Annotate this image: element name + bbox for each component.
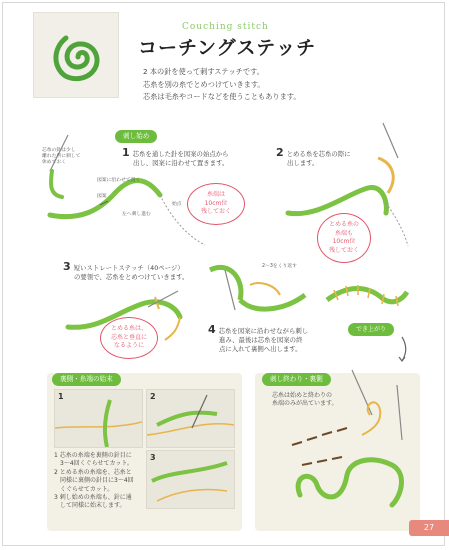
end-line: 芯糸は始めと終わりの (272, 392, 333, 399)
note-start-point: 始点 (172, 202, 182, 207)
section-label-start: 刺し始め (115, 130, 157, 143)
step-text: 出し、図案に沿わせて置きます。 (133, 159, 229, 168)
finished-label: でき上がり (348, 323, 394, 336)
note-line: 離れた所に刺して (42, 154, 81, 160)
photo-3 (146, 450, 235, 509)
step-text: 点に入れて裏側へ出します。 (219, 345, 302, 354)
note-tail (42, 148, 80, 167)
note-repeat: 2〜3をくり返す (262, 264, 297, 269)
step-4 (208, 325, 343, 355)
step-text: とめる糸を芯糸の際に (286, 150, 351, 158)
bubble-line: 残しておく (200, 208, 231, 216)
end-back-diagram (262, 365, 417, 530)
photo-2 (146, 389, 235, 448)
intro-line: 芯糸は毛糸やコードなどを使うこともあります。 (143, 92, 301, 101)
bubble-line: なるように (113, 342, 144, 350)
bubble-perpendicular (100, 317, 158, 359)
step-text: 芯糸を図案に沿わせながら刺し (218, 327, 309, 335)
step-number: 4 (208, 323, 216, 336)
note-line: 休めておく (42, 160, 66, 166)
instruction-line: 3 刺し始めの糸端も、針に通 (54, 494, 132, 502)
instruction-line: くぐらせてカット。 (60, 485, 114, 493)
section-label-end: 刺し終わり・裏側 (262, 373, 331, 386)
section-label-back: 裏側・糸端の始末 (52, 373, 121, 386)
bubble-line: 10cm位 (332, 238, 356, 245)
bubble-line: 糸端も (334, 229, 353, 237)
bubble-tie-tail (317, 213, 371, 263)
photo-1-image (55, 390, 142, 447)
photo-2-image (147, 390, 234, 447)
step-text: 進み、最後は芯糸を図案の終 (219, 336, 303, 345)
intro-line: 芯糸を別の糸でとめつけていきます。 (143, 79, 265, 89)
step-text: 芯糸を通した針を図案の始点から (132, 150, 229, 158)
bubble-line: とめる糸は、 (110, 325, 147, 333)
bubble-line: 糸端は (206, 191, 225, 199)
page-number: 27 (409, 520, 449, 536)
back-start-instructions (54, 452, 146, 511)
step-number: 2 (276, 146, 284, 159)
instruction-line: 2 とめる糸の糸端を、芯糸と (54, 468, 132, 476)
note-back: 左へ刺し進む (122, 212, 151, 217)
photo-1 (54, 389, 143, 448)
hero-stitch-sample (33, 12, 119, 98)
bubble-line: 芯糸と垂直に (110, 333, 147, 341)
step-number: 1 (122, 146, 130, 159)
step-number: 3 (63, 260, 71, 273)
photo-number: 1 (58, 392, 64, 401)
instruction-line: 1 芯糸の糸端を裏側の針目に (54, 452, 132, 459)
instruction-line: 同様に裏側の針目に3〜4回 (60, 477, 134, 485)
photo-number: 3 (150, 453, 156, 462)
subtitle: Couching stitch (182, 22, 269, 32)
finished-diagram (322, 280, 412, 320)
bubble-line: 10cm位 (204, 199, 228, 207)
instruction-line: 3〜4回くぐらせてカット。 (60, 460, 133, 468)
photo-3-image (147, 451, 234, 508)
spiral-stitch-image (34, 13, 118, 97)
note-line: 芯糸の針は少し (42, 148, 76, 153)
bubble-tail-length (187, 183, 245, 225)
note-pattern: 図案 (97, 194, 107, 199)
step-text: の要領で、芯糸をとめつけていきます。 (74, 273, 189, 282)
bubble-line: 残しておく (328, 246, 359, 254)
intro-line: 2 本の針を使って刺すステッチです。 (143, 67, 264, 76)
page-title: コーチングステッチ (138, 37, 317, 59)
bubble-line: とめる糸の (328, 221, 359, 228)
note-along: 図案に沿わせて置く (97, 178, 141, 183)
arrow-down-icon (392, 335, 412, 365)
end-line: 糸端のみが出ています。 (272, 400, 338, 408)
step-text: 出します。 (287, 159, 319, 168)
step-text: 短いストレートステッチ（40ページ） (73, 264, 184, 272)
instruction-line: して同様に始末します。 (60, 502, 126, 510)
photo-number: 2 (150, 392, 156, 401)
step-3 (63, 262, 213, 282)
intro-text (143, 66, 403, 104)
